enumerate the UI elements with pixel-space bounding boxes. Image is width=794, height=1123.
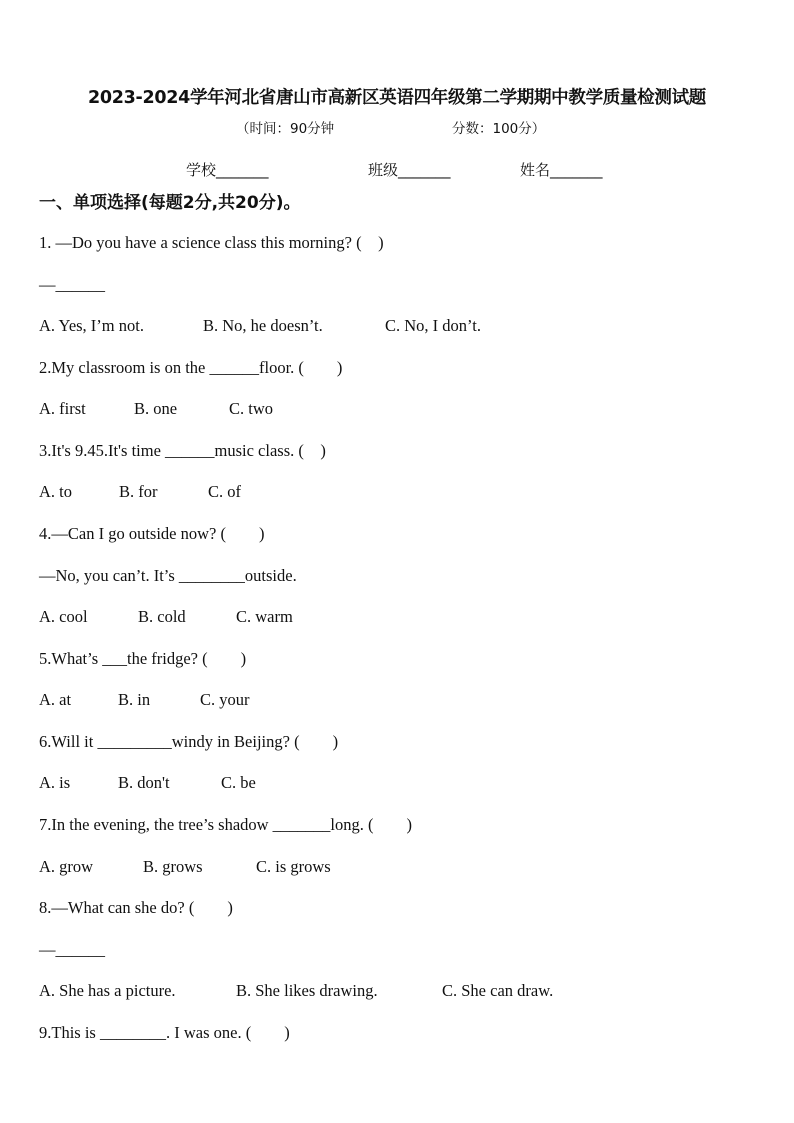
question-2-option-b: B. one <box>134 399 178 418</box>
question-5-stem: 5.What’s ___the fridge? ( ) <box>39 649 247 668</box>
question-8-option-b: B. She likes drawing. <box>236 981 378 1000</box>
question-7-option-c: C. is grows <box>256 857 331 876</box>
question-8-answer-line: —______ <box>39 940 105 959</box>
question-1-option-a: A. Yes, I’m not. <box>39 316 144 335</box>
section-heading: 一、单项选择(每题2分,共20分)。 <box>39 193 301 213</box>
question-1-answer-line: —______ <box>39 275 105 294</box>
name-field: 姓名_______ <box>520 161 603 179</box>
question-6-option-b: B. don't <box>118 773 170 792</box>
question-7-option-b: B. grows <box>143 857 203 876</box>
question-6-option-a: A. is <box>39 773 71 792</box>
question-9-stem: 9.This is ________. I was one. ( ) <box>39 1023 290 1042</box>
question-2-stem: 2.My classroom is on the ______floor. ( ) <box>39 358 343 377</box>
class-field: 班级_______ <box>368 161 451 179</box>
question-6-option-c: C. be <box>221 773 256 792</box>
question-3-option-b: B. for <box>119 482 158 501</box>
total-score: 分数：100分） <box>452 121 546 137</box>
question-4-reply: —No, you can’t. It’s ________outside. <box>39 566 297 585</box>
question-8-stem: 8.—What can she do? ( ) <box>39 898 233 917</box>
exam-title: 2023-2024学年河北省唐山市高新区英语四年级第二学期期中教学质量检测试题 <box>88 88 706 108</box>
question-4-option-b: B. cold <box>138 607 186 626</box>
question-3-option-a: A. to <box>39 482 72 501</box>
question-8-option-c: C. She can draw. <box>442 981 554 1000</box>
question-1-option-c: C. No, I don’t. <box>385 316 481 335</box>
question-3-stem: 3.It's 9.45.It's time ______music class. ( ) <box>39 441 326 460</box>
question-2-option-a: A. first <box>39 399 86 418</box>
time-limit: （时间：90分钟 <box>236 121 335 137</box>
question-6-stem: 6.Will it _________windy in Beijing? ( ) <box>39 732 339 751</box>
question-2-option-c: C. two <box>229 399 274 418</box>
question-3-option-c: C. of <box>208 482 241 501</box>
question-8-option-a: A. She has a picture. <box>39 981 176 1000</box>
school-field: 学校_______ <box>186 161 269 179</box>
question-7-option-a: A. grow <box>39 857 94 876</box>
question-1-option-b: B. No, he doesn’t. <box>203 316 323 335</box>
question-7-stem: 7.In the evening, the tree’s shadow _______long. ( ) <box>39 815 413 834</box>
question-5-option-b: B. in <box>118 690 151 709</box>
question-1-stem: 1. —Do you have a science class this morning? ( ) <box>39 233 384 252</box>
question-5-option-a: A. at <box>39 690 72 709</box>
question-5-option-c: C. your <box>200 690 250 709</box>
question-4-stem: 4.—Can I go outside now? ( ) <box>39 524 265 543</box>
question-4-option-a: A. cool <box>39 607 88 626</box>
question-4-option-c: C. warm <box>236 607 293 626</box>
